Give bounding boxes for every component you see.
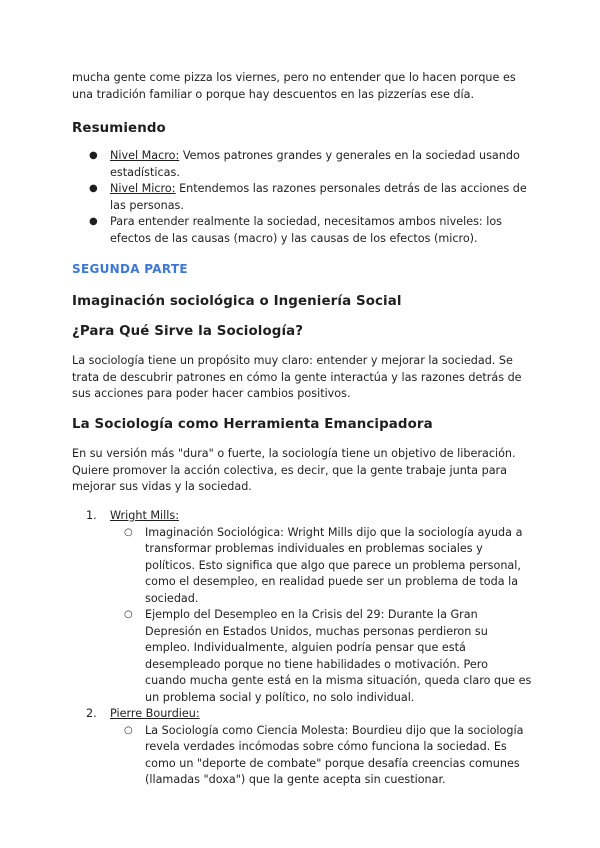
resumiendo-list bbox=[72, 148, 532, 247]
list-item-macro bbox=[72, 148, 532, 181]
item-text: Entendemos las razones personales detrás de las acciones de las personas. bbox=[110, 182, 527, 212]
authors-list bbox=[72, 508, 532, 789]
bullet-icon: ● bbox=[89, 150, 98, 161]
list-number: 2. bbox=[86, 707, 97, 720]
herramienta-paragraph: En su versión más "dura" o fuerte, la sociología tiene un objetivo de liberación. Quiere promover la acción colectiva, es decir, que la gente trabaje junta para mejorar sus vidas y la sociedad. bbox=[72, 447, 516, 493]
author-name: Wright Mills: bbox=[110, 509, 179, 522]
author-points bbox=[110, 723, 532, 789]
author-points bbox=[110, 525, 532, 707]
heading-herramienta: La Sociología como Herramienta Emancipadora bbox=[72, 417, 433, 432]
author-item-mills bbox=[72, 508, 532, 706]
list-number: 1. bbox=[86, 509, 97, 522]
author-item-bourdieu bbox=[72, 706, 532, 789]
item-label: Nivel Macro: bbox=[110, 149, 180, 162]
sub-item bbox=[110, 723, 532, 789]
sub-item-text: Ejemplo del Desempleo en la Crisis del 29: Durante la Gran Depresión en Estados Unidos, muchas personas perdieron su empleo. Individualmente, alguien podría pensar que está desempleado porque no tiene habilidades o motivación. Pero cuando mucha gente está en la misma situación, queda claro que es un problema social y político, no solo individual. bbox=[145, 608, 532, 704]
heading-resumiendo: Resumiendo bbox=[72, 121, 166, 136]
bullet-icon: ● bbox=[89, 216, 98, 227]
part-label: SEGUNDA PARTE bbox=[72, 262, 188, 276]
sub-item bbox=[110, 607, 532, 706]
item-text: Para entender realmente la sociedad, necesitamos ambos niveles: los efectos de las causas (macro) y las causas de los efectos (micro). bbox=[110, 215, 503, 245]
item-label: Nivel Micro: bbox=[110, 182, 176, 195]
para-que-paragraph: La sociología tiene un propósito muy claro: entender y mejorar la sociedad. Se trata de descubrir patrones en cómo la gente interactúa y las razones detrás de sus acciones para poder hacer cambios positivos. bbox=[72, 354, 522, 400]
sub-item-text: Imaginación Sociológica: Wright Mills dijo que la sociología ayuda a transformar problemas individuales en problemas sociales y políticos. Esto significa que algo que parece un problema personal, como el desempleo, en realidad puede ser un problema de toda la sociedad. bbox=[145, 525, 523, 605]
bullet-icon: ● bbox=[89, 183, 98, 194]
circle-bullet-icon: ○ bbox=[124, 724, 133, 736]
list-item-micro bbox=[72, 181, 532, 214]
item-text: Vemos patrones grandes y generales en la sociedad usando estadísticas. bbox=[110, 149, 520, 179]
circle-bullet-icon: ○ bbox=[124, 609, 133, 620]
author-name: Pierre Bourdieu: bbox=[110, 707, 200, 720]
circle-bullet-icon: ○ bbox=[124, 526, 133, 538]
heading-imaginacion: Imaginación sociológica o Ingeniería Social bbox=[72, 294, 402, 309]
sub-item-text: La Sociología como Ciencia Molesta: Bourdieu dijo que la sociología revela verdades incómodas sobre cómo funciona la sociedad. Es como un "deporte de combate" porque desafía creencias comunes (llamadas "doxa") que la gente acepta sin cuestionar. bbox=[145, 723, 524, 786]
sub-item bbox=[110, 525, 532, 608]
list-item-ambos bbox=[72, 214, 532, 247]
intro-paragraph: mucha gente come pizza los viernes, pero no entender que lo hacen porque es una tradición familiar o porque hay descuentos en las pizzerías ese día. bbox=[72, 71, 516, 101]
heading-para-que: ¿Para Qué Sirve la Sociología? bbox=[72, 324, 304, 339]
